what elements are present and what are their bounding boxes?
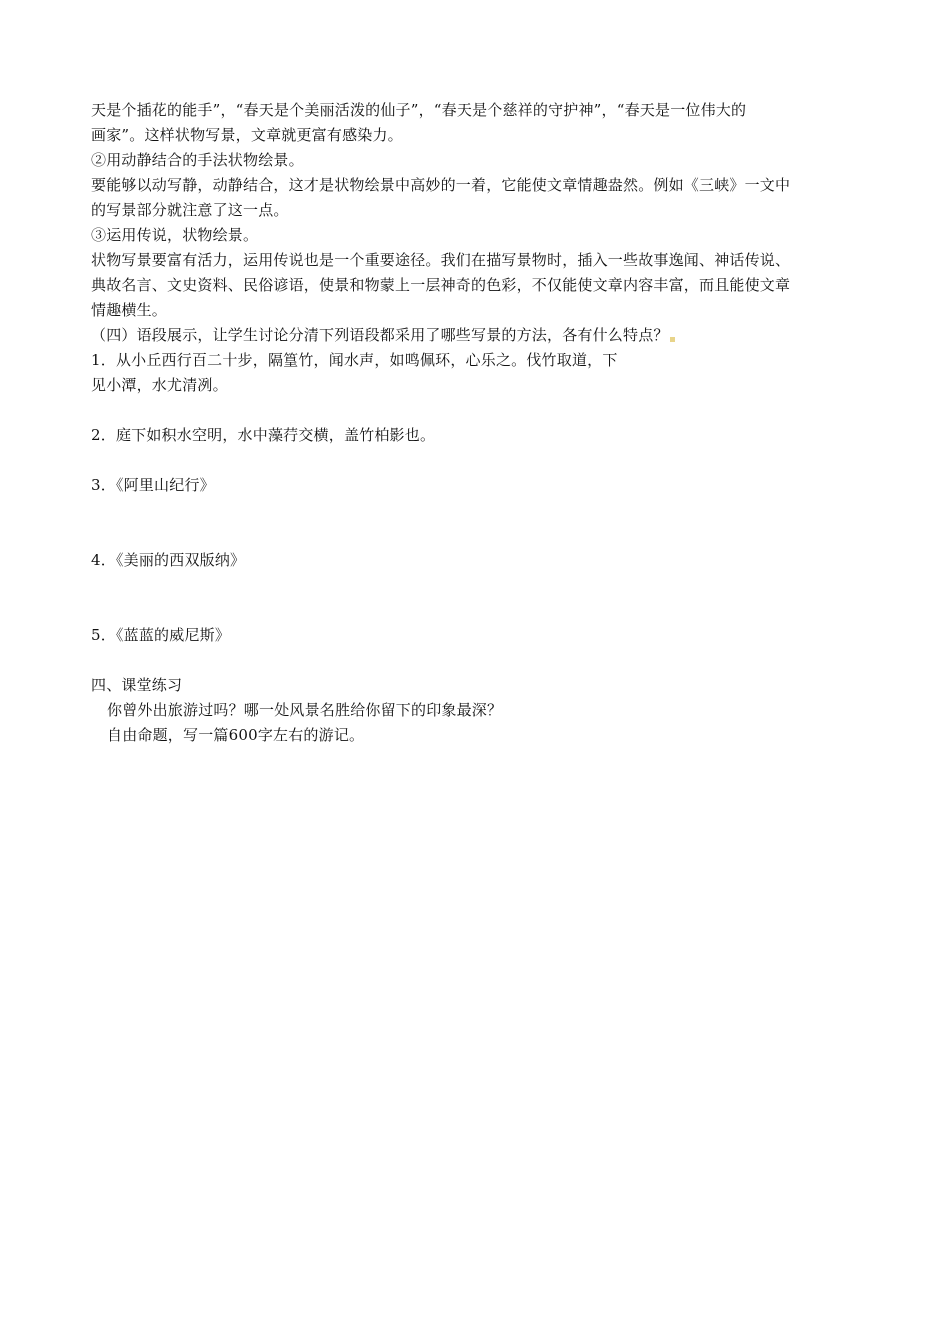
document-page	[91, 98, 866, 748]
section-heading	[91, 323, 866, 348]
paragraph-line: 要能够以动写静，动静结合，这才是状物绘景中高妙的一着，它能使文章情趣盎然。例如《三峡》一文中	[91, 176, 791, 194]
method-heading: ②用动静结合的手法状物绘景。	[91, 151, 304, 169]
list-item: 1．从小丘西行百二十步，隔篁竹，闻水声，如鸣佩环，心乐之。伐竹取道，下	[91, 351, 618, 369]
spacer	[91, 448, 866, 473]
list-item-continuation: 见小潭，水尤清冽。	[91, 376, 228, 394]
list-item: 4．《美丽的西双版纳》	[91, 551, 246, 569]
list-item: 2．庭下如积水空明，水中藻荇交横，盖竹柏影也。	[91, 426, 436, 444]
method-heading: ③运用传说，状物绘景。	[91, 226, 259, 244]
paragraph-line: 状物写景要富有活力，运用传说也是一个重要途径。我们在描写景物时，插入一些故事逸闻、神话传说、	[91, 251, 791, 269]
paragraph-line: 典故名言、文史资料、民俗谚语，使景和物蒙上一层神奇的色彩，不仅能使文章内容丰富，而且能使文章	[91, 276, 791, 294]
spacer	[91, 573, 866, 623]
spacer	[91, 498, 866, 548]
paragraph-line: 情趣横生。	[91, 301, 168, 319]
paragraph-line: 天是个插花的能手”，“春天是个美丽活泼的仙子”，“春天是个慈祥的守护神”，“春天是一位伟大的	[91, 101, 747, 119]
practice-question: 自由命题，写一篇600字左右的游记。	[107, 726, 365, 744]
section-heading-text: （四）语段展示，让学生讨论分清下列语段都采用了哪些写景的方法，各有什么特点？	[91, 326, 669, 344]
list-item: 3．《阿里山纪行》	[91, 476, 215, 494]
spacer	[91, 648, 866, 673]
spacer	[91, 398, 866, 423]
paragraph-line: 画家”。这样状物写景，文章就更富有感染力。	[91, 126, 403, 144]
section-heading: 四、课堂练习	[91, 676, 183, 694]
annotation-mark	[670, 337, 675, 342]
practice-question: 你曾外出旅游过吗？哪一处风景名胜给你留下的印象最深？	[107, 701, 503, 719]
paragraph-line: 的写景部分就注意了这一点。	[91, 201, 289, 219]
list-item: 5．《蓝蓝的威尼斯》	[91, 626, 231, 644]
